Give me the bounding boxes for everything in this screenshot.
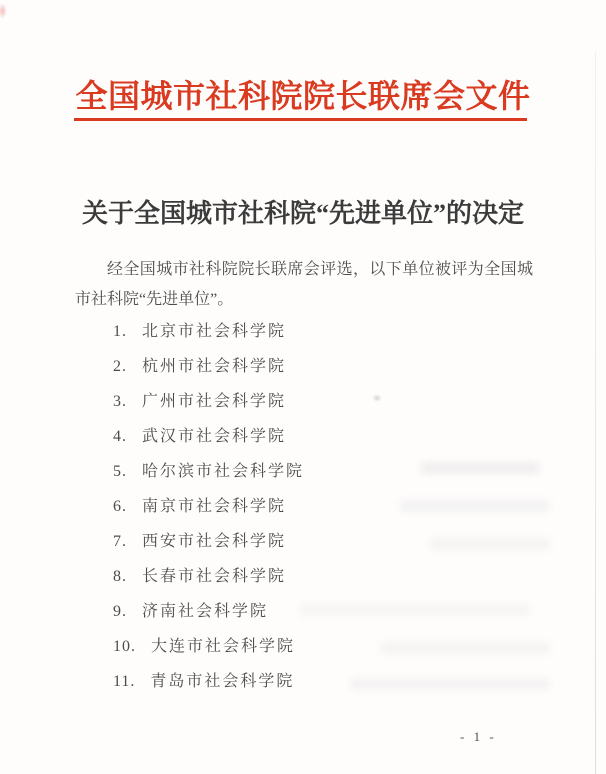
letterhead-title: 全国城市社科院院长联席会文件 — [75, 78, 531, 114]
scan-artifact-spot — [372, 394, 382, 402]
award-list-item — [113, 314, 304, 349]
award-list-item — [113, 384, 304, 419]
award-list-item — [113, 664, 304, 699]
list-item-unit-name: 广州市社会科学院 — [142, 393, 287, 410]
letterhead-divider — [74, 118, 527, 121]
scan-artifact-red-smudge — [0, 3, 7, 19]
list-item-unit-name: 大连市社会科学院 — [151, 638, 296, 655]
list-item-number: 1. — [113, 323, 127, 340]
list-item-unit-name: 北京市社会科学院 — [142, 323, 287, 340]
award-list — [113, 314, 304, 699]
scan-artifact-bleedthrough — [350, 678, 550, 690]
award-list-item — [113, 559, 304, 594]
list-item-number: 6. — [113, 498, 127, 515]
scan-artifact-bleedthrough — [380, 642, 550, 654]
list-item-unit-name: 南京市社会科学院 — [142, 498, 287, 515]
scan-artifact-bleedthrough — [400, 500, 550, 512]
scan-artifact-bleedthrough — [300, 604, 530, 616]
list-item-number: 10. — [113, 638, 136, 655]
body-paragraph: 经全国城市社科院院长联席会评选，以下单位被评为全国城市社科院“先进单位”。 — [75, 261, 533, 308]
award-list-item — [113, 524, 304, 559]
list-item-number: 8. — [113, 568, 127, 585]
list-item-number: 7. — [113, 533, 127, 550]
award-list-item — [113, 489, 304, 524]
list-item-unit-name: 哈尔滨市社会科学院 — [142, 463, 305, 480]
scan-artifact-page-edge — [595, 52, 596, 774]
list-item-number: 5. — [113, 463, 127, 480]
award-list-item — [113, 349, 304, 384]
list-item-unit-name: 西安市社会科学院 — [142, 533, 287, 550]
award-list-item — [113, 454, 304, 489]
list-item-unit-name: 武汉市社会科学院 — [142, 428, 287, 445]
list-item-unit-name: 杭州市社会科学院 — [142, 358, 287, 375]
list-item-unit-name: 青岛市社会科学院 — [150, 673, 295, 690]
award-list-item — [113, 419, 304, 454]
list-item-number: 2. — [113, 358, 127, 375]
scan-artifact-bleedthrough — [430, 538, 550, 550]
award-list-item — [113, 629, 304, 664]
list-item-number: 3. — [113, 393, 127, 410]
list-item-unit-name: 长春市社会科学院 — [142, 568, 287, 585]
scan-artifact-bleedthrough — [420, 462, 540, 474]
page-number: - 1 - — [460, 729, 497, 744]
list-item-number: 4. — [113, 428, 127, 445]
list-item-number: 11. — [113, 673, 136, 690]
document-heading: 关于全国城市社科院“先进单位”的决定 — [81, 199, 524, 228]
list-item-number: 9. — [113, 603, 127, 620]
award-list-item — [113, 594, 304, 629]
list-item-unit-name: 济南社会科学院 — [142, 603, 269, 620]
